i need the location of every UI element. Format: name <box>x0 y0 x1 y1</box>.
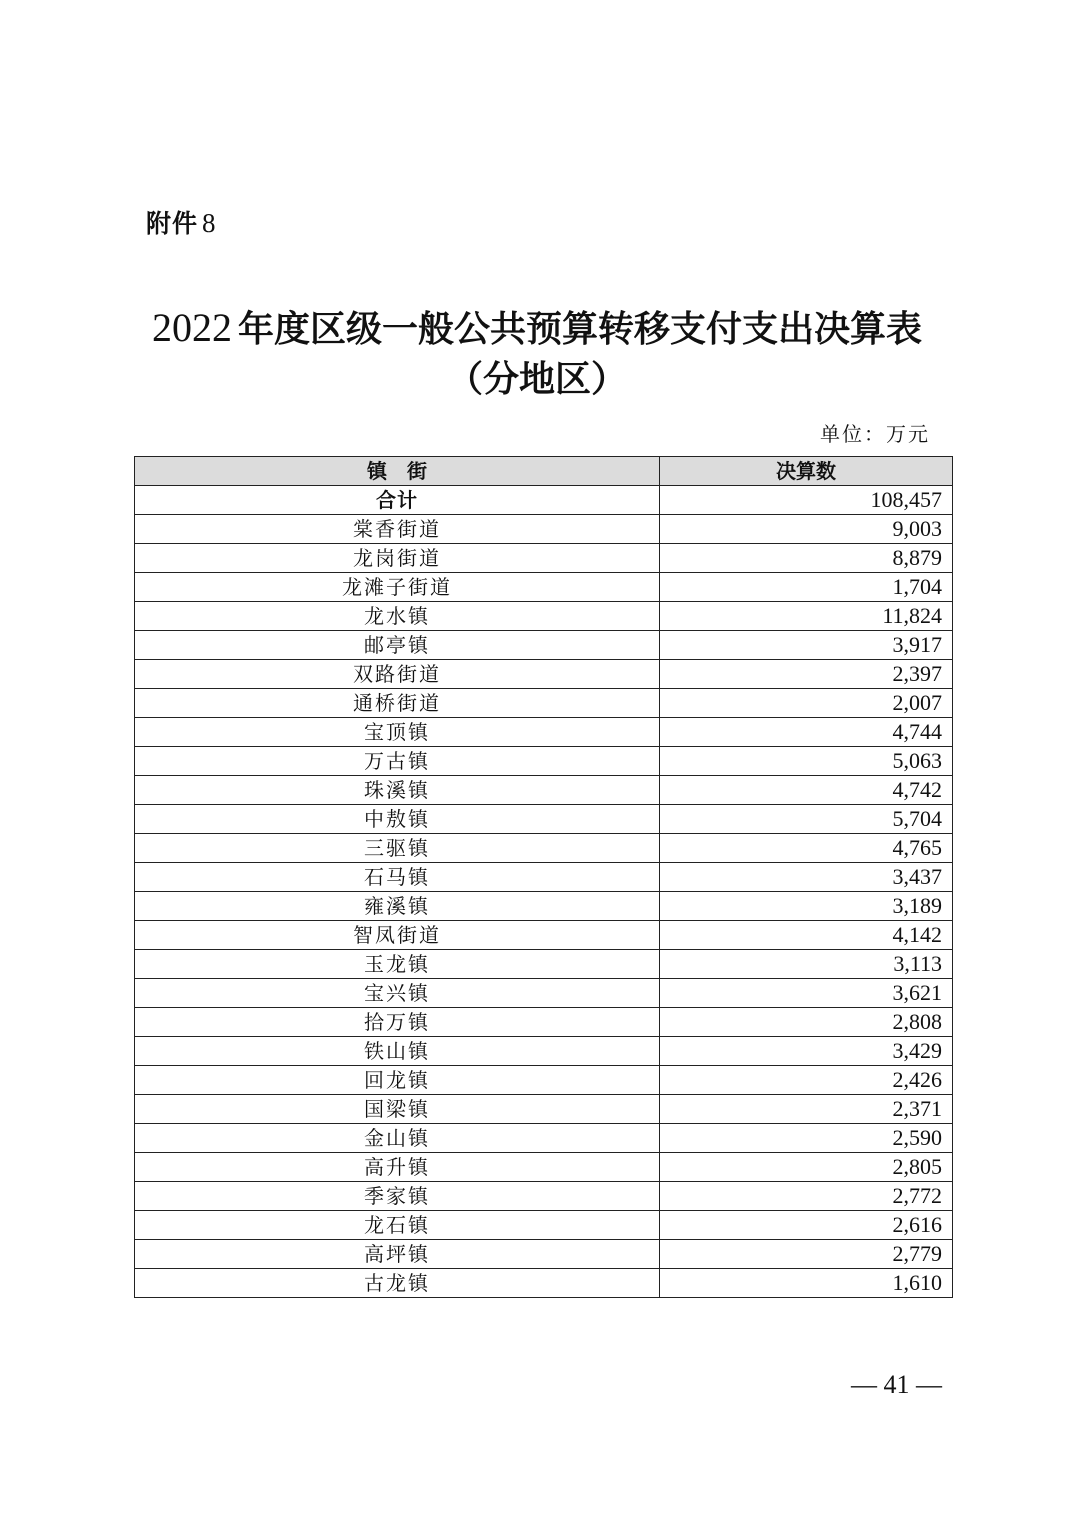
table-row <box>135 544 953 573</box>
row-town-name: 拾万镇 <box>135 1008 660 1037</box>
row-town-name: 双路街道 <box>135 660 660 689</box>
row-town-name: 三驱镇 <box>135 834 660 863</box>
total-row <box>135 486 953 515</box>
row-town-name: 石马镇 <box>135 863 660 892</box>
row-amount: 2,007 <box>660 689 953 718</box>
budget-table <box>134 456 953 1298</box>
attachment-text: 附件 <box>146 209 199 238</box>
table-row <box>135 776 953 805</box>
table-row <box>135 921 953 950</box>
table-row <box>135 689 953 718</box>
total-label: 合计 <box>135 486 660 515</box>
table-row <box>135 718 953 747</box>
row-town-name: 玉龙镇 <box>135 950 660 979</box>
row-amount: 2,779 <box>660 1240 953 1269</box>
row-town-name: 雍溪镇 <box>135 892 660 921</box>
row-town-name: 龙石镇 <box>135 1211 660 1240</box>
row-amount: 3,621 <box>660 979 953 1008</box>
attachment-label <box>146 204 217 240</box>
row-town-name: 季家镇 <box>135 1182 660 1211</box>
table-row <box>135 1153 953 1182</box>
row-amount: 1,704 <box>660 573 953 602</box>
table-row <box>135 602 953 631</box>
row-amount: 3,113 <box>660 950 953 979</box>
row-town-name: 古龙镇 <box>135 1269 660 1298</box>
row-amount: 2,397 <box>660 660 953 689</box>
row-town-name: 通桥街道 <box>135 689 660 718</box>
table-row <box>135 1240 953 1269</box>
table-header-row <box>135 457 953 486</box>
table-row <box>135 631 953 660</box>
table-row <box>135 573 953 602</box>
row-town-name: 邮亭镇 <box>135 631 660 660</box>
row-town-name: 回龙镇 <box>135 1066 660 1095</box>
row-town-name: 高坪镇 <box>135 1240 660 1269</box>
row-amount: 4,744 <box>660 718 953 747</box>
table-row <box>135 1008 953 1037</box>
row-town-name: 铁山镇 <box>135 1037 660 1066</box>
table-row <box>135 834 953 863</box>
title-year: 2022 <box>151 305 232 350</box>
table-row <box>135 1124 953 1153</box>
table-row <box>135 979 953 1008</box>
table-row <box>135 863 953 892</box>
table-row <box>135 892 953 921</box>
row-town-name: 龙滩子街道 <box>135 573 660 602</box>
row-amount: 11,824 <box>660 602 953 631</box>
table-row <box>135 1182 953 1211</box>
row-town-name: 万古镇 <box>135 747 660 776</box>
table-row <box>135 747 953 776</box>
row-amount: 3,189 <box>660 892 953 921</box>
page-number: — 41 — <box>851 1370 942 1399</box>
row-amount: 9,003 <box>660 515 953 544</box>
row-amount: 2,808 <box>660 1008 953 1037</box>
title-main: 年度区级一般公共预算转移支付支出决算表 <box>237 309 922 350</box>
row-amount: 3,437 <box>660 863 953 892</box>
row-amount: 2,590 <box>660 1124 953 1153</box>
table-row <box>135 1037 953 1066</box>
row-amount: 4,765 <box>660 834 953 863</box>
row-amount: 1,610 <box>660 1269 953 1298</box>
table-row <box>135 950 953 979</box>
row-town-name: 国梁镇 <box>135 1095 660 1124</box>
table-row <box>135 515 953 544</box>
row-town-name: 龙水镇 <box>135 602 660 631</box>
row-town-name: 珠溪镇 <box>135 776 660 805</box>
row-amount: 8,879 <box>660 544 953 573</box>
row-town-name: 高升镇 <box>135 1153 660 1182</box>
row-amount: 4,142 <box>660 921 953 950</box>
row-amount: 2,616 <box>660 1211 953 1240</box>
row-town-name: 宝兴镇 <box>135 979 660 1008</box>
row-amount: 4,742 <box>660 776 953 805</box>
table-row <box>135 805 953 834</box>
row-amount: 5,704 <box>660 805 953 834</box>
table-row <box>135 1269 953 1298</box>
row-town-name: 龙岗街道 <box>135 544 660 573</box>
total-value: 108,457 <box>660 486 953 515</box>
row-amount: 2,426 <box>660 1066 953 1095</box>
row-amount: 3,917 <box>660 631 953 660</box>
attachment-number: 8 <box>202 208 217 238</box>
row-town-name: 宝顶镇 <box>135 718 660 747</box>
row-town-name: 智凤街道 <box>135 921 660 950</box>
row-amount: 5,063 <box>660 747 953 776</box>
row-town-name: 棠香街道 <box>135 515 660 544</box>
row-amount: 2,772 <box>660 1182 953 1211</box>
page-title <box>0 305 1074 350</box>
row-amount: 2,371 <box>660 1095 953 1124</box>
row-amount: 3,429 <box>660 1037 953 1066</box>
column-header-amount: 决算数 <box>660 457 953 486</box>
unit-label: 单位：万元 <box>820 422 930 446</box>
page-subtitle: （分地区） <box>446 359 627 400</box>
table-row <box>135 660 953 689</box>
row-amount: 2,805 <box>660 1153 953 1182</box>
row-town-name: 中敖镇 <box>135 805 660 834</box>
table-row <box>135 1211 953 1240</box>
table-row <box>135 1066 953 1095</box>
column-header-town: 镇 街 <box>135 457 660 486</box>
row-town-name: 金山镇 <box>135 1124 660 1153</box>
table-row <box>135 1095 953 1124</box>
